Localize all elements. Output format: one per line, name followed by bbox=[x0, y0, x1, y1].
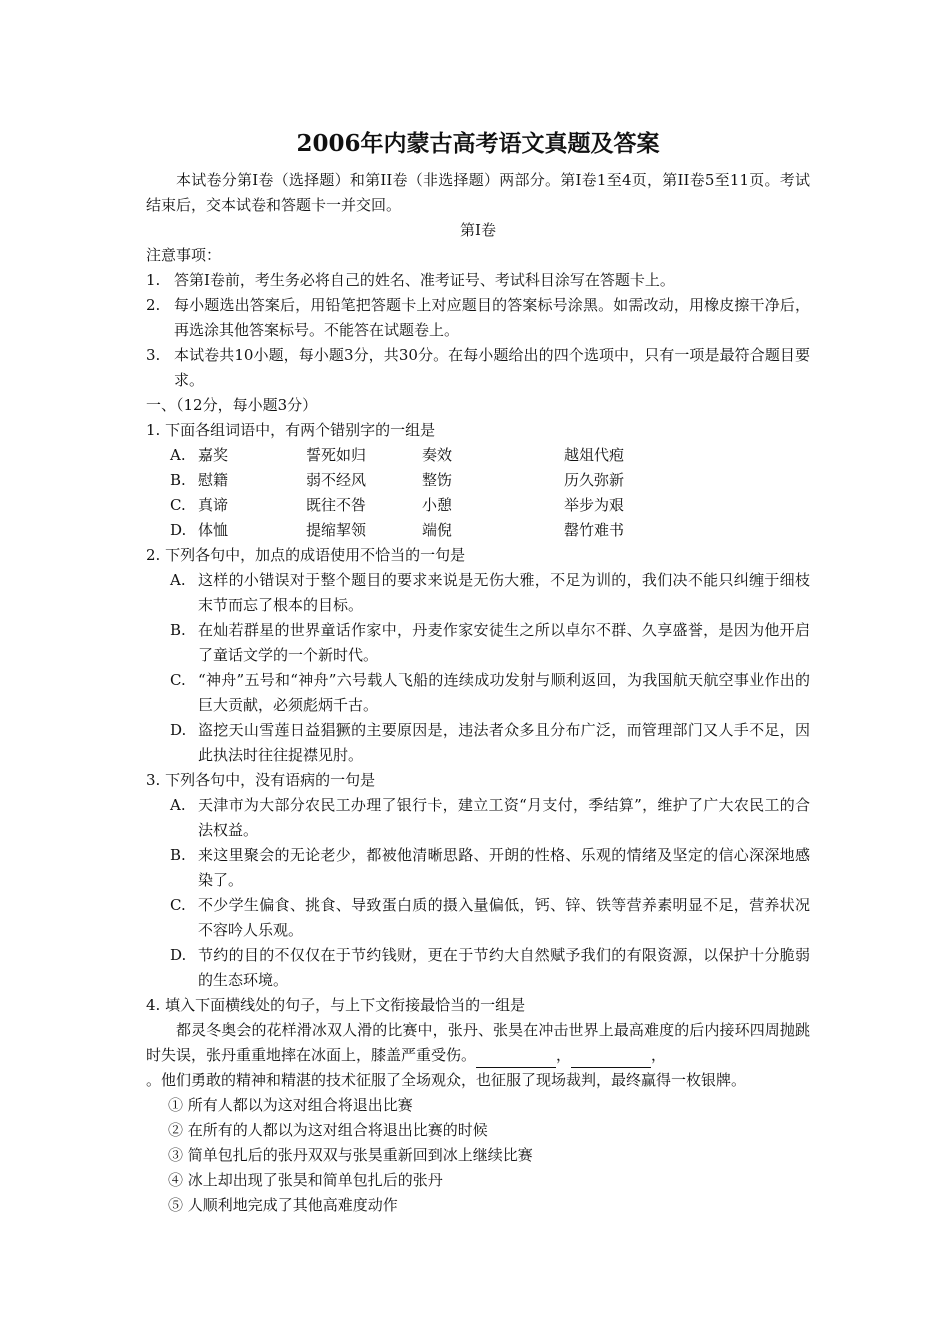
option-word: 端倪 bbox=[422, 521, 453, 539]
question-3-stem: 3. 下列各句中，没有语病的一句是 bbox=[146, 771, 376, 789]
question-3-option bbox=[170, 843, 810, 893]
option-label: C. bbox=[170, 671, 186, 689]
option-word: 嘉奖 bbox=[198, 446, 229, 464]
intro-paragraph: 本试卷分第Ⅰ卷（选择题）和第II卷（非选择题）两部分。第Ⅰ卷1至4页，第II卷5至11页。考试结束后，交本试卷和答题卡一并交回。 bbox=[146, 171, 810, 214]
answer-blank bbox=[476, 1051, 556, 1068]
option-text: 来这里聚会的无论老少，都被他清晰思路、开朗的性格、乐观的情绪及坚定的信心深深地感染了。 bbox=[198, 846, 810, 889]
option-word: 举步为艰 bbox=[564, 496, 625, 514]
question-2-option bbox=[170, 718, 810, 768]
option-label: D. bbox=[170, 946, 187, 964]
section-heading: 一、（12分，每小题3分） bbox=[146, 396, 318, 414]
notice-item-text: 每小题选出答案后，用铅笔把答题卡上对应题目的答案标号涂黑。如需改动，用橡皮擦干净后，再选涂其他答案标号。不能答在试题卷上。 bbox=[174, 296, 810, 339]
question-2-option bbox=[170, 618, 810, 668]
option-label: A. bbox=[170, 571, 186, 589]
choice-item: ② 在所有的人都以为这对组合将退出比赛的时候 bbox=[168, 1121, 488, 1139]
option-word: 提缩挈领 bbox=[306, 521, 367, 539]
choice-item: ⑤ 人顺利地完成了其他高难度动作 bbox=[168, 1196, 398, 1214]
blank-separator: ， bbox=[651, 1046, 667, 1064]
choice-item: ③ 简单包扎后的张丹双双与张昊重新回到冰上继续比赛 bbox=[168, 1146, 533, 1164]
notice-item bbox=[146, 293, 810, 343]
option-word: 弱不经风 bbox=[306, 471, 367, 489]
option-word: 越俎代疱 bbox=[564, 446, 625, 464]
option-word: 历久弥新 bbox=[564, 471, 625, 489]
question-3-option bbox=[170, 793, 810, 843]
option-label: A. bbox=[170, 446, 186, 464]
notice-item-text: 本试卷共10小题，每小题3分，共30分。在每小题给出的四个选项中，只有一项是最符合题目要求。 bbox=[174, 346, 810, 389]
option-label: C. bbox=[170, 496, 186, 514]
notice-item bbox=[146, 343, 810, 393]
option-word: 既往不咎 bbox=[306, 496, 367, 514]
question-4-passage bbox=[146, 1018, 810, 1068]
question-1-stem: 1. 下面各组词语中，有两个错别字的一组是 bbox=[146, 421, 436, 439]
option-text: 盗挖天山雪莲日益猖獗的主要原因是，违法者众多且分布广泛，而管理部门又人手不足，因此执法时往往捉襟见肘。 bbox=[198, 721, 810, 764]
question-2-option bbox=[170, 668, 810, 718]
question-4-passage-end: 。他们勇敢的精神和精湛的技术征服了全场观众，也征服了现场裁判，最终赢得一枚银牌。 bbox=[146, 1071, 747, 1089]
option-word: 整饬 bbox=[422, 471, 453, 489]
option-label: A. bbox=[170, 796, 186, 814]
notice-item-number: 3. bbox=[146, 346, 161, 364]
option-label: B. bbox=[170, 846, 186, 864]
option-text: “神舟”五号和“神舟”六号载人飞船的连续成功发射与顺利返回，为我国航天航空事业作出的巨大贡献，必须彪炳千古。 bbox=[198, 671, 810, 714]
question-3-option bbox=[170, 943, 810, 993]
option-word: 慰籍 bbox=[198, 471, 229, 489]
question-2-option bbox=[170, 568, 810, 618]
notice-item-text: 答第Ⅰ卷前，考生务必将自己的姓名、准考证号、考试科目涂写在答题卡上。 bbox=[174, 271, 675, 289]
option-label: B. bbox=[170, 621, 186, 639]
option-text: 不少学生偏食、挑食、导致蛋白质的摄入量偏低，钙、锌、铁等营养素明显不足，营养状况不容吟人乐观。 bbox=[198, 896, 810, 939]
option-text: 在灿若群星的世界童话作家中，丹麦作家安徒生之所以卓尔不群、久享盛誉，是因为他开启了童话文学的一个新时代。 bbox=[198, 621, 810, 664]
option-word: 小憩 bbox=[422, 496, 453, 514]
option-word: 体恤 bbox=[198, 521, 229, 539]
exam-page bbox=[146, 128, 810, 1218]
option-label: C. bbox=[170, 896, 186, 914]
passage-before: 都灵冬奥会的花样滑冰双人滑的比赛中，张丹、张昊在冲击世界上最高难度的后内接环四周抛跳时失误，张丹重重地摔在冰面上，膝盖严重受伤。 bbox=[146, 1021, 810, 1064]
option-word: 真谛 bbox=[198, 496, 229, 514]
notice-item bbox=[146, 268, 810, 293]
notice-item-number: 1. bbox=[146, 271, 161, 289]
page-title: 2006年内蒙古高考语文真题及答案 bbox=[296, 130, 660, 157]
option-label: D. bbox=[170, 521, 187, 539]
notice-item-number: 2. bbox=[146, 296, 161, 314]
question-4-stem: 4. 填入下面横线处的句子，与上下文衔接最恰当的一组是 bbox=[146, 996, 526, 1014]
option-word: 誓死如归 bbox=[306, 446, 367, 464]
option-text: 节约的目的不仅仅在于节约钱财，更在于节约大自然赋予我们的有限资源，以保护十分脆弱的生态环境。 bbox=[198, 946, 810, 989]
part-label: 第Ⅰ卷 bbox=[460, 221, 496, 239]
notice-heading: 注意事项： bbox=[146, 246, 222, 264]
option-text: 这样的小错误对于整个题目的要求来说是无伤大雅，不足为训的，我们决不能只纠缠于细枝末节而忘了根本的目标。 bbox=[198, 571, 810, 614]
question-3-option bbox=[170, 893, 810, 943]
option-word: 罄竹难书 bbox=[564, 521, 625, 539]
option-text: 天津市为大部分农民工办理了银行卡，建立工资“月支付，季结算”，维护了广大农民工的合法权益。 bbox=[198, 796, 810, 839]
blank-separator: ， bbox=[556, 1046, 572, 1064]
choice-item: ④ 冰上却出现了张昊和简单包扎后的张丹 bbox=[168, 1171, 443, 1189]
choice-item: ① 所有人都以为这对组合将退出比赛 bbox=[168, 1096, 413, 1114]
question-1-options bbox=[170, 443, 810, 543]
option-word: 奏效 bbox=[422, 446, 453, 464]
question-2-stem: 2. 下列各句中，加点的成语使用不恰当的一句是 bbox=[146, 546, 466, 564]
option-label: B. bbox=[170, 471, 186, 489]
option-label: D. bbox=[170, 721, 187, 739]
answer-blank bbox=[571, 1051, 651, 1068]
